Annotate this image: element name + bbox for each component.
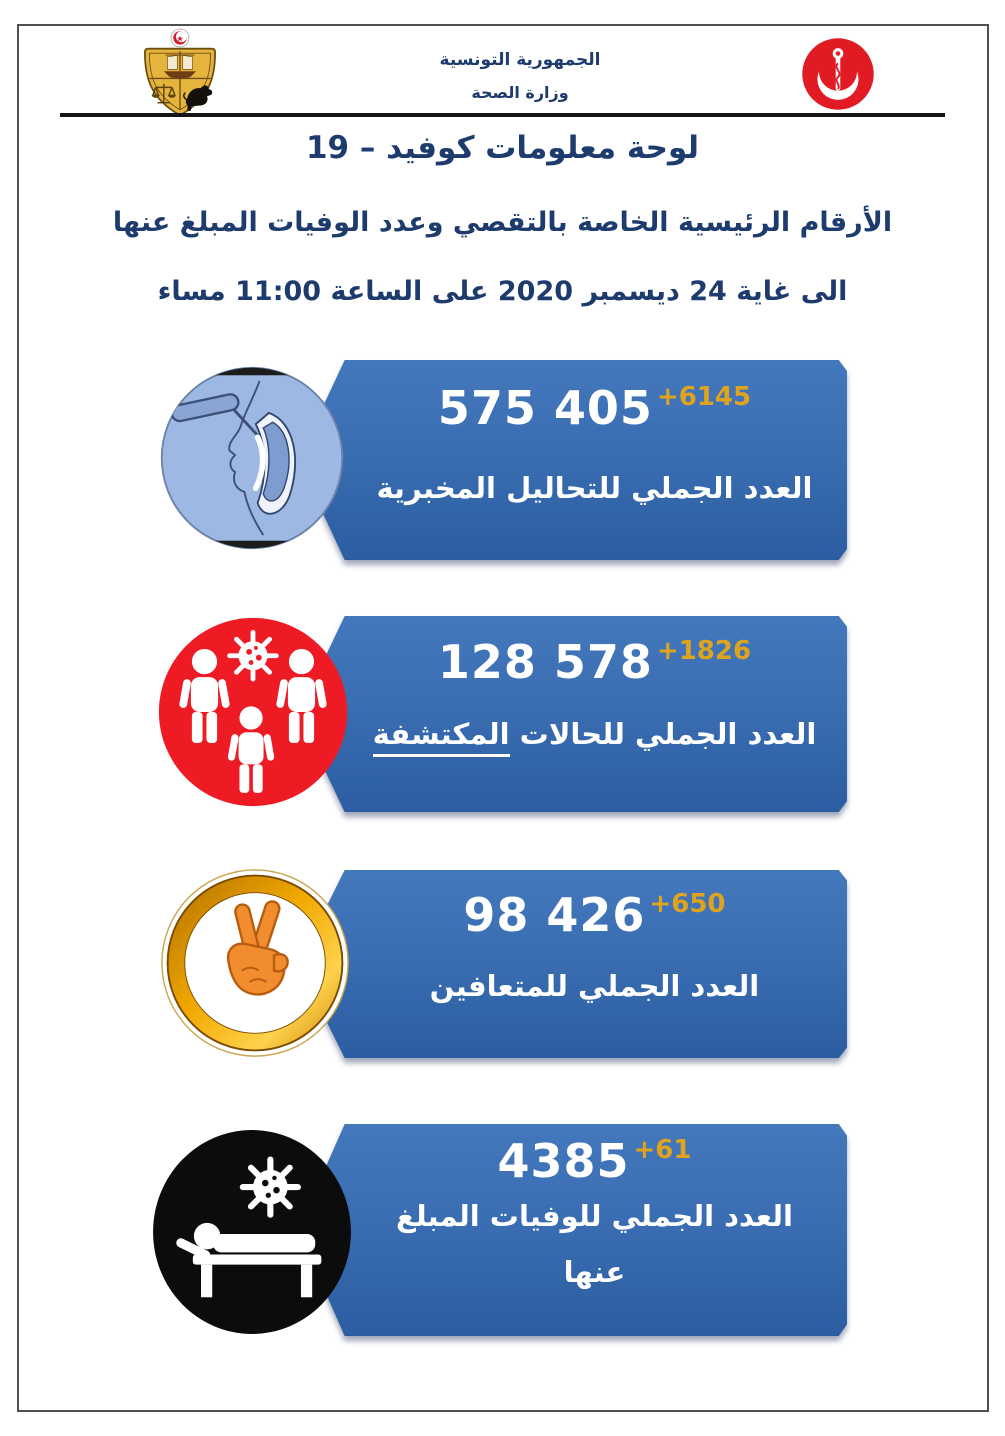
recovered-number-row [347, 888, 841, 942]
deaths-number-row [347, 1134, 841, 1188]
deaths-label-text: العدد الجملي للوفيات المبلغ [395, 1199, 793, 1233]
tunisia-coat-of-arms-icon [126, 28, 234, 120]
lab-tests-label-text: العدد الجملي للتحاليل المخبرية [376, 471, 813, 505]
cases-icon-svg [156, 610, 350, 814]
stat-card-lab-tests [298, 360, 847, 560]
recovered-total: 98 426 [463, 888, 646, 942]
deaths-total: 4385 [497, 1134, 630, 1188]
cases-label [347, 716, 841, 752]
deaths-icon-svg [150, 1116, 354, 1348]
stat-card-detected-cases [298, 616, 847, 812]
stat-card-deaths [298, 1124, 847, 1336]
subtitle-line2: الى غاية 24 ديسمبر 2020 على الساعة 11:00 مساء [157, 276, 848, 307]
recovered-daily-increase: +650 [649, 889, 726, 919]
deaths-label-line2: عنها [563, 1255, 626, 1289]
deaths-daily-increase: +61 [633, 1135, 692, 1165]
deaths-label-line1 [347, 1198, 841, 1234]
header-text [360, 50, 680, 102]
victory-icon-svg [160, 864, 350, 1062]
header-divider [60, 113, 945, 117]
virus-shape [243, 1160, 298, 1215]
lab-tests-daily-increase: +6145 [656, 382, 752, 412]
subtitle-line1: الأرقام الرئيسية الخاصة بالتقصي وعدد الوفيات المبلغ عنها [112, 207, 893, 238]
cases-label-underlined: المكتشفة [373, 717, 510, 757]
cases-daily-increase: +1826 [656, 636, 752, 666]
stat-card-recovered [298, 870, 847, 1058]
swab-icon-svg [158, 362, 346, 554]
recovered-label [347, 968, 841, 1004]
cases-total: 128 578 [437, 635, 653, 689]
ministry-of-health-logo-icon [800, 36, 876, 112]
lab-tests-number-row [347, 381, 841, 435]
infected-people-virus-icon [156, 610, 350, 814]
victory-hand-icon [160, 864, 350, 1062]
cases-number-row [347, 635, 841, 689]
lab-tests-label [347, 470, 841, 506]
recovered-label-text: العدد الجملي للمتعافين [429, 969, 760, 1003]
moh-logo-svg [800, 36, 876, 112]
cases-label-text: العدد الجملي للحالات [519, 717, 817, 751]
coat-of-arms-svg [126, 28, 234, 123]
virus-shape [230, 632, 277, 679]
country-name: الجمهورية التونسية [439, 50, 601, 70]
page-title: لوحة معلومات كوفيد – 19 [305, 130, 700, 166]
ministry-name: وزارة الصحة [471, 83, 569, 102]
lab-tests-total: 575 405 [437, 381, 653, 435]
nasal-swab-test-icon [158, 362, 346, 554]
deceased-bed-virus-icon [150, 1116, 354, 1348]
